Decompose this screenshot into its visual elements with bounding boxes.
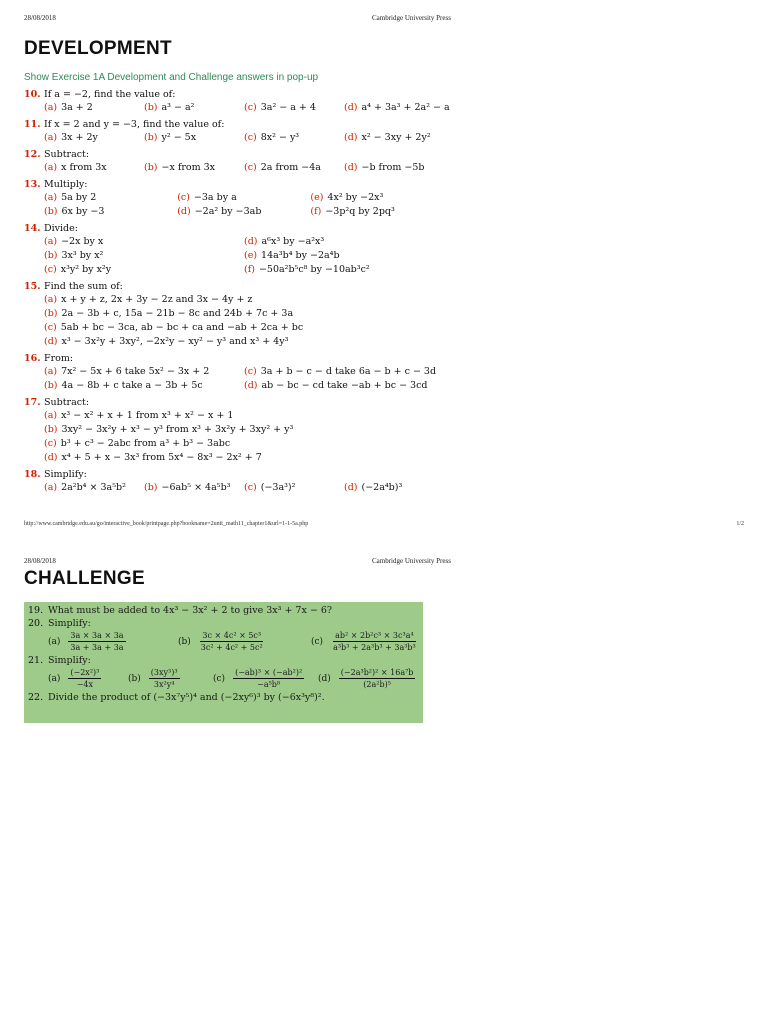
exercise-part: [44, 191, 177, 205]
development-exercises: [24, 88, 450, 498]
exercise-part: [244, 235, 444, 249]
print-publisher-page2: Cambridge University Press: [372, 557, 451, 565]
exercise-part: [44, 365, 244, 379]
exercise-prompt: If a = −2, find the value of:: [44, 89, 176, 100]
exercise-number: 14.: [24, 223, 41, 234]
print-footer: [24, 521, 744, 527]
part-expression: (−3a³)²: [260, 482, 296, 493]
exercise-part: [44, 335, 444, 349]
question-19: 19. What must be added to 4x³ − 3x² + 2 to give 3x³ + 7x − 6?: [28, 605, 332, 616]
exercise-part: [310, 205, 443, 219]
q21-part: [48, 668, 128, 689]
part-letter: (b): [44, 206, 58, 217]
fraction: [233, 668, 304, 689]
footer-url: http://www.cambridge.edu.au/go/interactive_book/printpage.php?bookname=2unit_math11_chapter1&url=1-1-5a.php: [24, 521, 309, 527]
fraction-numerator: 3c × 4c² × 5c³: [202, 631, 262, 640]
fraction-numerator: 3a × 3a × 3a: [70, 631, 124, 640]
part-expression: −x from 3x: [161, 162, 216, 173]
fraction-denominator: 3a + 3a + 3a: [70, 643, 124, 652]
exercise-prompt: Simplify:: [44, 469, 87, 480]
part-letter: (b): [44, 250, 58, 261]
footer-page-number: 1/2: [736, 521, 744, 527]
fraction-denominator: (2a²b)⁵: [363, 680, 391, 689]
exercise-part: [144, 131, 244, 145]
part-letter: (a): [48, 636, 61, 647]
part-letter: (c): [244, 102, 257, 113]
q20-part: [178, 631, 311, 652]
part-expression: 3xy² − 3x²y + x³ − y³ from x³ + 3x²y + 3xy² + y³: [61, 424, 294, 435]
part-expression: −6ab⁵ × 4a⁵b³: [161, 482, 231, 493]
part-letter: (b): [44, 424, 58, 435]
fraction-numerator: (−2a³b²)² × 16a⁷b: [340, 668, 414, 677]
exercise-number: 15.: [24, 281, 41, 292]
part-letter: (b): [144, 162, 158, 173]
exercise-part: [144, 481, 244, 495]
part-letter: (a): [44, 482, 58, 493]
exercise-part: [177, 191, 310, 205]
part-letter: (a): [44, 162, 58, 173]
part-expression: −2x by x: [61, 236, 104, 247]
exercise-part: [44, 409, 444, 423]
exercise-part: [244, 263, 444, 277]
exercise-part: [44, 131, 144, 145]
part-letter: (d): [44, 336, 58, 347]
part-letter: (c): [244, 482, 257, 493]
part-expression: b³ + c³ − 2abc from a³ + b³ − 3abc: [60, 438, 231, 449]
fraction-denominator: 3c² + 4c² + 5c²: [200, 643, 263, 652]
part-expression: x³ − x² + x + 1 from x³ + x² − x + 1: [61, 410, 234, 421]
part-letter: (b): [44, 308, 58, 319]
fraction-numerator: (−ab)³ × (−ab²)²: [235, 668, 303, 677]
question-21-parts: [28, 668, 419, 689]
exercise-number: 16.: [24, 353, 41, 364]
part-letter: (d): [318, 673, 331, 684]
exercise-parts: [24, 131, 444, 145]
exercise-part: [244, 101, 344, 115]
part-letter: (c): [244, 162, 257, 173]
question-20-parts: [28, 631, 419, 652]
exercise-parts: [24, 235, 444, 277]
fraction: [199, 631, 265, 652]
exercise-number: 13.: [24, 179, 41, 190]
exercise-part: [177, 205, 310, 219]
exercise-part: [344, 161, 444, 175]
part-letter: (a): [44, 132, 58, 143]
print-date-page2: 28/08/2018: [24, 557, 56, 565]
exercise-parts: [24, 101, 450, 115]
part-expression: y² − 5x: [161, 132, 197, 143]
exercise-prompt: Divide:: [44, 223, 78, 234]
part-letter: (a): [44, 102, 58, 113]
part-letter: (c): [44, 438, 57, 449]
exercise-part: [144, 161, 244, 175]
exercise-part: [344, 101, 450, 115]
part-expression: 2a − 3b + c, 15a − 21b − 8c and 24b + 7c + 3a: [61, 308, 294, 319]
part-letter: (c): [44, 322, 57, 333]
print-publisher: Cambridge University Press: [372, 14, 451, 22]
part-letter: (c): [244, 366, 257, 377]
exercise-part: [44, 437, 444, 451]
exercise-14: [24, 222, 444, 277]
fraction-denominator: a³b³ + 2a³b³ + 3a³b³: [333, 643, 416, 652]
part-letter: (a): [44, 192, 58, 203]
exercise-part: [244, 481, 344, 495]
exercise-part: [244, 379, 444, 393]
fraction-numerator: (3xy³)³: [150, 668, 178, 677]
part-letter: (d): [44, 452, 58, 463]
part-letter: (e): [310, 192, 324, 203]
fraction: [68, 668, 101, 689]
exercise-part: [44, 451, 444, 465]
fraction-denominator: −4x: [76, 680, 94, 689]
exercise-part: [344, 481, 444, 495]
exercise-part: [44, 423, 444, 437]
part-expression: −50a²b⁵c⁸ by −10ab³c²: [258, 264, 370, 275]
fraction: [331, 631, 418, 652]
part-letter: (d): [177, 206, 191, 217]
part-letter: (c): [311, 636, 324, 647]
part-expression: 7x² − 5x + 6 take 5x² − 3x + 2: [61, 366, 210, 377]
exercise-parts: [24, 409, 444, 465]
q20-part: [48, 631, 178, 652]
exercise-15: [24, 280, 444, 349]
fraction-numerator: ab² × 2b²c³ × 3c³a⁴: [335, 631, 414, 640]
part-expression: (−2a⁴b)³: [361, 482, 403, 493]
fraction-denominator: 3x²y⁴: [153, 680, 175, 689]
fraction: [68, 631, 125, 652]
part-letter: (c): [177, 192, 190, 203]
part-letter: (d): [244, 236, 258, 247]
exercise-parts: [24, 293, 444, 349]
part-letter: (b): [128, 673, 141, 684]
exercise-part: [244, 131, 344, 145]
exercise-parts: [24, 481, 444, 495]
exercise-11: [24, 118, 444, 145]
part-expression: −b from −5b: [361, 162, 425, 173]
part-expression: 5a by 2: [61, 192, 97, 203]
part-letter: (d): [244, 380, 258, 391]
exercise-prompt: Subtract:: [44, 397, 90, 408]
exercise-part: [44, 307, 444, 321]
part-expression: x⁴ + 5 + x − 3x³ from 5x⁴ − 8x³ − 2x² + 7: [61, 452, 262, 463]
question-21: 21. Simplify:: [28, 655, 91, 666]
exercise-number: 11.: [24, 119, 41, 130]
part-letter: (b): [144, 482, 158, 493]
q21-part: [318, 668, 418, 689]
exercise-part: [44, 205, 177, 219]
part-letter: (f): [244, 264, 255, 275]
part-expression: x + y + z, 2x + 3y − 2z and 3x − 4y + z: [61, 294, 253, 305]
exercise-part: [344, 131, 444, 145]
part-expression: 3x³ by x²: [61, 250, 104, 261]
exercise-parts: [24, 365, 444, 393]
exercise-12: [24, 148, 444, 175]
part-letter: (c): [244, 132, 257, 143]
part-expression: a³ − a²: [161, 102, 195, 113]
part-expression: 3a + 2: [61, 102, 93, 113]
fraction: [339, 668, 416, 689]
part-letter: (d): [344, 102, 358, 113]
part-letter: (a): [48, 673, 61, 684]
part-expression: 4a − 8b + c take a − 3b + 5c: [61, 380, 203, 391]
part-expression: 4x² by −2x³: [327, 192, 384, 203]
part-expression: 5ab + bc − 3ca, ab − bc + ca and −ab + 2ca + bc: [60, 322, 304, 333]
part-letter: (a): [44, 236, 58, 247]
part-letter: (b): [178, 636, 191, 647]
development-title: DEVELOPMENT: [24, 38, 172, 59]
fraction: [149, 668, 180, 689]
part-letter: (a): [44, 366, 58, 377]
exercise-part: [44, 161, 144, 175]
part-expression: a⁴ + 3a³ + 2a² − a: [361, 102, 450, 113]
q21-part: [213, 668, 318, 689]
part-letter: (b): [144, 102, 158, 113]
part-expression: 6x by −3: [61, 206, 105, 217]
exercise-number: 18.: [24, 469, 41, 480]
exercise-part: [44, 263, 244, 277]
part-expression: ab − bc − cd take −ab + bc − 3cd: [261, 380, 428, 391]
exercise-prompt: If x = 2 and y = −3, find the value of:: [44, 119, 225, 130]
exercise-part: [44, 101, 144, 115]
question-22: 22. Divide the product of (−3x⁷y⁵)⁴ and (−2xy⁶)³ by (−6x³y⁸)².: [28, 692, 325, 703]
part-expression: 14a³b⁴ by −2a⁴b: [261, 250, 340, 261]
exercise-part: [144, 101, 244, 115]
part-expression: a⁶x³ by −a²x³: [261, 236, 325, 247]
part-expression: 2a from −4a: [260, 162, 321, 173]
exercise-16: [24, 352, 444, 393]
part-letter: (e): [244, 250, 258, 261]
exercise-part: [44, 293, 444, 307]
part-letter: (c): [44, 264, 57, 275]
exercise-prompt: Multiply:: [44, 179, 88, 190]
part-letter: (b): [144, 132, 158, 143]
exercise-number: 12.: [24, 149, 41, 160]
challenge-box: [24, 602, 423, 723]
q20-part: [311, 631, 419, 652]
exercise-number: 17.: [24, 397, 41, 408]
part-expression: x³y² by x²y: [60, 264, 112, 275]
challenge-title: CHALLENGE: [24, 568, 145, 589]
part-expression: x³ − 3x²y + 3xy², −2x²y − xy² − y³ and x³ + 4y³: [61, 336, 289, 347]
exercise-prompt: Subtract:: [44, 149, 90, 160]
fraction-denominator: −a⁵b⁸: [257, 680, 281, 689]
exercise-10: [24, 88, 450, 115]
exercise-prompt: Find the sum of:: [44, 281, 123, 292]
exercise-part: [44, 379, 244, 393]
part-letter: (d): [344, 482, 358, 493]
part-expression: −3p²q by 2pq³: [325, 206, 395, 217]
exercise-13: [24, 178, 444, 219]
exercise-parts: [24, 161, 444, 175]
show-answers-popup-link[interactable]: Show Exercise 1A Development and Challenge answers in pop-up: [24, 72, 319, 83]
part-expression: 3a² − a + 4: [260, 102, 316, 113]
part-expression: 2a²b⁴ × 3a⁵b²: [61, 482, 126, 493]
part-letter: (d): [344, 162, 358, 173]
part-expression: x² − 3xy + 2y²: [361, 132, 431, 143]
exercise-17: [24, 396, 444, 465]
exercise-part: [244, 365, 444, 379]
exercise-part: [310, 191, 443, 205]
exercise-parts: [24, 191, 444, 219]
q21-part: [128, 668, 213, 689]
part-expression: −2a² by −3ab: [194, 206, 262, 217]
part-letter: (b): [44, 380, 58, 391]
exercise-part: [244, 249, 444, 263]
exercise-part: [244, 161, 344, 175]
exercise-prompt: From:: [44, 353, 74, 364]
part-letter: (a): [44, 410, 58, 421]
part-expression: 8x² − y³: [260, 132, 300, 143]
exercise-part: [44, 235, 244, 249]
part-expression: 3x + 2y: [61, 132, 98, 143]
part-expression: x from 3x: [61, 162, 107, 173]
exercise-part: [44, 321, 444, 335]
exercise-18: [24, 468, 444, 495]
fraction-numerator: (−2x²)³: [70, 668, 100, 677]
question-20: 20. Simplify:: [28, 618, 91, 629]
print-date: 28/08/2018: [24, 14, 56, 22]
part-letter: (a): [44, 294, 58, 305]
exercise-part: [44, 481, 144, 495]
part-letter: (c): [213, 673, 226, 684]
exercise-number: 10.: [24, 89, 41, 100]
exercise-part: [44, 249, 244, 263]
part-expression: 3a + b − c − d take 6a − b + c − 3d: [260, 366, 437, 377]
part-letter: (f): [310, 206, 322, 217]
part-letter: (d): [344, 132, 358, 143]
part-expression: −3a by a: [193, 192, 237, 203]
